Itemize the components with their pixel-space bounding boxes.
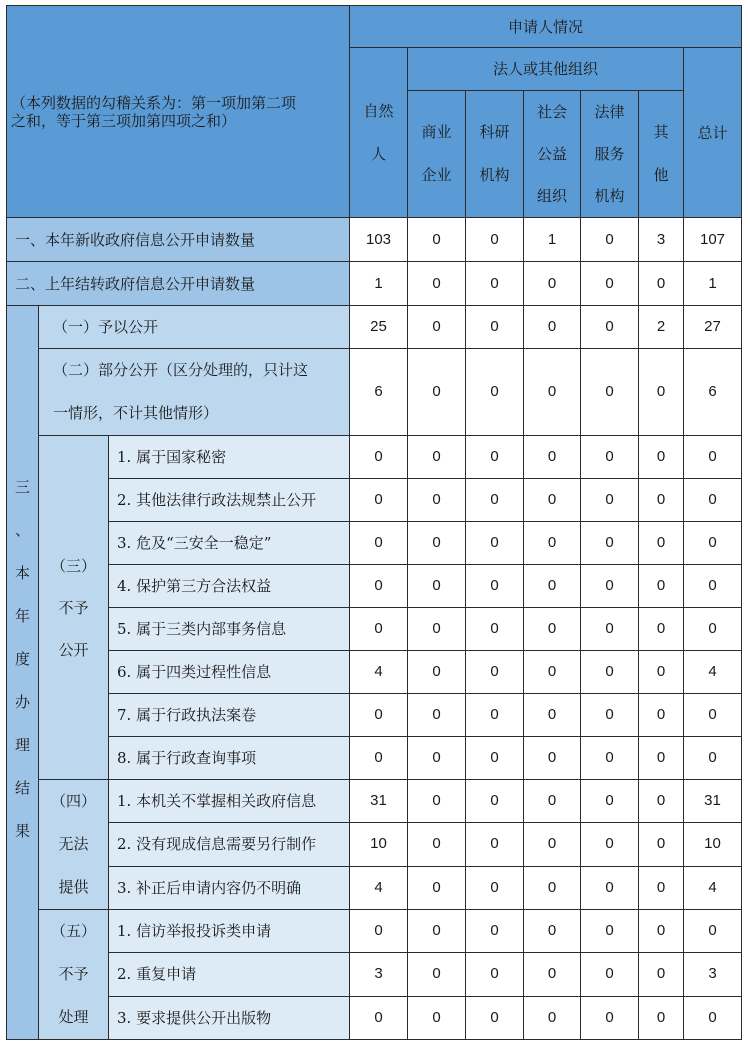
col-research: 科研 机构 xyxy=(466,91,524,218)
row-label: 8. 属于行政查询事项 xyxy=(109,737,350,780)
row-label: 2. 重复申请 xyxy=(109,953,350,996)
row-label: 2. 没有现成信息需要另行制作 xyxy=(109,823,350,866)
group-unable-to-provide: （四） 无法 提供 xyxy=(39,780,109,910)
row-label: 1. 本机关不掌握相关政府信息 xyxy=(109,780,350,823)
col-commercial: 商业 企业 xyxy=(408,91,466,218)
table-row: 2. 其他法律行政法规禁止公开 0 0 0 0 0 0 0 xyxy=(7,479,742,522)
table-row: 4. 保护第三方合法权益 0 0 0 0 0 0 0 xyxy=(7,565,742,608)
table-row: 2. 重复申请 3 0 0 0 0 0 3 xyxy=(7,953,742,996)
row-label: 3. 要求提供公开出版物 xyxy=(109,996,350,1039)
table-row: 8. 属于行政查询事项 0 0 0 0 0 0 0 xyxy=(7,737,742,780)
table-row: 2. 没有现成信息需要另行制作 10 0 0 0 0 0 10 xyxy=(7,823,742,866)
table-row: （二）部分公开（区分处理的，只计这 一情形，不计其他情形） 6 0 0 0 0 0 6 xyxy=(7,349,742,436)
table-row: 3. 要求提供公开出版物 0 0 0 0 0 0 0 xyxy=(7,996,742,1039)
row-label: （二）部分公开（区分处理的，只计这 一情形，不计其他情形） xyxy=(39,349,350,436)
row-label: 二、上年结转政府信息公开申请数量 xyxy=(7,262,350,306)
table-row: 三 、 本 年 度 办 理 结 果 （一）予以公开 25 0 0 0 0 2 27 xyxy=(7,306,742,349)
row-label: 4. 保护第三方合法权益 xyxy=(109,565,350,608)
note-line-2: 之和，等于第三项加第四项之和） xyxy=(11,111,237,130)
group-not-processed: （五） 不予 处理 xyxy=(39,910,109,1040)
table-row: 6. 属于四类过程性信息 4 0 0 0 0 0 4 xyxy=(7,651,742,694)
applicant-situation-header: 申请人情况 xyxy=(350,6,742,48)
row-label: 3. 危及“三安全一稳定” xyxy=(109,522,350,565)
col-legal-service: 法律 服务 机构 xyxy=(581,91,639,218)
table-row: 7. 属于行政执法案卷 0 0 0 0 0 0 0 xyxy=(7,694,742,737)
table-row: 5. 属于三类内部事务信息 0 0 0 0 0 0 0 xyxy=(7,608,742,651)
row-label: 7. 属于行政执法案卷 xyxy=(109,694,350,737)
row-label: 6. 属于四类过程性信息 xyxy=(109,651,350,694)
table-row: 一、本年新收政府信息公开申请数量 103 0 0 1 0 3 107 xyxy=(7,218,742,262)
col-natural-person: 自然 人 xyxy=(350,48,408,218)
group-not-disclosed: （三） 不予 公开 xyxy=(39,436,109,780)
table-row: （五） 不予 处理 1. 信访举报投诉类申请 0 0 0 0 0 0 0 xyxy=(7,910,742,953)
row-label: 一、本年新收政府信息公开申请数量 xyxy=(7,218,350,262)
col-total: 总计 xyxy=(684,48,742,218)
row-label: 1. 信访举报投诉类申请 xyxy=(109,910,350,953)
row-label: 2. 其他法律行政法规禁止公开 xyxy=(109,479,350,522)
row-label: 1. 属于国家秘密 xyxy=(109,436,350,479)
row-label: 5. 属于三类内部事务信息 xyxy=(109,608,350,651)
col-social-welfare: 社会 公益 组织 xyxy=(524,91,581,218)
section-3-label: 三 、 本 年 度 办 理 结 果 xyxy=(7,306,39,1040)
col-other: 其 他 xyxy=(639,91,684,218)
table-row: 3. 危及“三安全一稳定” 0 0 0 0 0 0 0 xyxy=(7,522,742,565)
table-row: 二、上年结转政府信息公开申请数量 1 0 0 0 0 0 1 xyxy=(7,262,742,306)
gov-info-disclosure-table xyxy=(6,5,742,1040)
note-line-1: （本列数据的勾稽关系为：第一项加第二项 xyxy=(11,93,297,112)
row-label: （一）予以公开 xyxy=(39,306,350,349)
row-label: 3. 补正后申请内容仍不明确 xyxy=(109,866,350,909)
table-row: （四） 无法 提供 1. 本机关不掌握相关政府信息 31 0 0 0 0 0 31 xyxy=(7,780,742,823)
table-row: 3. 补正后申请内容仍不明确 4 0 0 0 0 0 4 xyxy=(7,866,742,909)
legal-or-other-org-header: 法人或其他组织 xyxy=(408,48,684,91)
table-row: （三） 不予 公开 1. 属于国家秘密 0 0 0 0 0 0 0 xyxy=(7,436,742,479)
reconciliation-note xyxy=(7,6,350,218)
